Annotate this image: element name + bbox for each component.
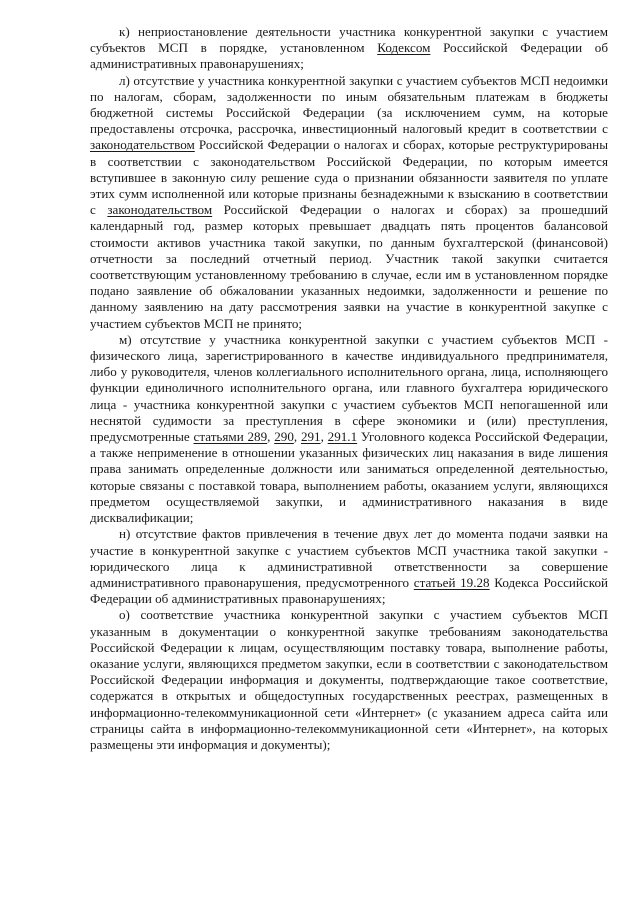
paragraph-text: Российской Федерации о налогах и сборах) за прошедший календарный год, размер которых превышает двадцать пять процентов балансовой стоимости активов участника такой закупки, по данным бухгалтерской (финансовой) отчетности за последний отчетный период. Участник такой закупки считается соответствующим установленному требованию в случае, если им в установленном порядке подано заявление об обжаловании указанных недоимки, задолженности и решение по данному заявлению на дату рассмотрения заявки на участие в конкурентной закупке с участием субъектов МСП не принято; — [90, 202, 608, 331]
reference-link[interactable]: Кодексом — [377, 40, 431, 56]
paragraph-text: , — [320, 429, 328, 445]
paragraph-text: м) отсутствие у участника конкурентной закупки с участием субъектов МСП - физического лица, зарегистрированного в качестве индивидуального предпринимателя, либо у руководителя, членов коллегиального исполнительного органа, лица, исполняющего функции единоличного исполнительного органа, или главного бухгалтера юридического лица - участника конкурентной закупки с участием субъектов МСП непогашенной или неснятой судимости за преступления в сфере экономики и (или) преступления, предусмотренные — [90, 331, 608, 445]
reference-link[interactable]: законодательством — [90, 137, 195, 153]
paragraph-l — [90, 73, 608, 332]
reference-link[interactable]: статьей 19.28 — [413, 574, 490, 590]
document-page — [90, 24, 608, 753]
paragraph-text: , — [293, 429, 301, 445]
paragraph-m — [90, 332, 608, 526]
reference-link[interactable]: законодательством — [107, 202, 213, 218]
paragraph-k — [90, 24, 608, 73]
paragraph-text: Уголовного кодекса Российской Федерации, а также неприменение в отношении указанных физических лиц наказания в виде лишения права занимать определенные должности или заниматься определенной деятельностью, которые связаны с поставкой товара, выполнением работы, оказанием услуги, являющихся предметом осуществляемой закупки, и административного наказания в виде дисквалификации; — [90, 429, 609, 526]
reference-link[interactable]: статьями 289 — [193, 429, 268, 445]
paragraph-text: Российской Федерации о налогах и сборах, которые реструктурированы в соответствии с законодательством Российской Федерации, по которым имеется вступившее в законную силу решение суда о признании обязанности заявителя по уплате этих сумм исполненной или которые признаны безнадежными к взысканию в соответствии с — [90, 137, 608, 218]
reference-link[interactable]: 290 — [274, 429, 294, 445]
paragraph-text: н) отсутствие фактов привлечения в течение двух лет до момента подачи заявки на участие в конкурентной закупке с участием субъектов МСП участника такой закупки - юридического лица к административной ответственности за совершение административного правонарушения, предусмотренного — [90, 526, 608, 590]
reference-link[interactable]: 291.1 — [327, 429, 358, 445]
paragraph-text: к) неприостановление деятельности участника конкурентной закупки с участием субъектов МСП в порядке, установленном — [90, 24, 608, 56]
paragraph-text: о) соответствие участника конкурентной закупки с участием субъектов МСП указанным в документации о конкурентной закупке требованиям законодательства Российской Федерации к лицам, осуществляющим поставку товара, выполнение работы, оказание услуги, являющихся предметом закупки, если в соответствии с законодательством Российской Федерации информация и документы, подтверждающие такое соответствие, содержатся в открытых и общедоступных государственных реестрах, размещенных в информационно-телекоммуникационной сети «Интернет» (с указанием адреса сайта или страницы сайта в информационно-телекоммуникационной сети «Интернет», на которых размещены эти информация и документы); — [90, 607, 608, 752]
paragraph-text: , — [267, 429, 275, 445]
paragraph-text: Кодекса Российской Федерации об административных правонарушениях; — [90, 574, 608, 607]
reference-link[interactable]: 291 — [300, 429, 321, 445]
paragraph-text: Российской Федерации об административных правонарушениях; — [90, 40, 608, 72]
paragraph-text: л) отсутствие у участника конкурентной закупки с участием субъектов МСП недоимки по налогам, сборам, задолженности по иным обязательным платежам в бюджеты бюджетной системы Российской Федерации (за исключением сумм, на которые предоставлены отсрочка, рассрочка, инвестиционный налоговый кредит в соответствии с — [90, 72, 608, 137]
paragraph-n — [90, 526, 608, 607]
paragraph-o — [90, 607, 608, 753]
